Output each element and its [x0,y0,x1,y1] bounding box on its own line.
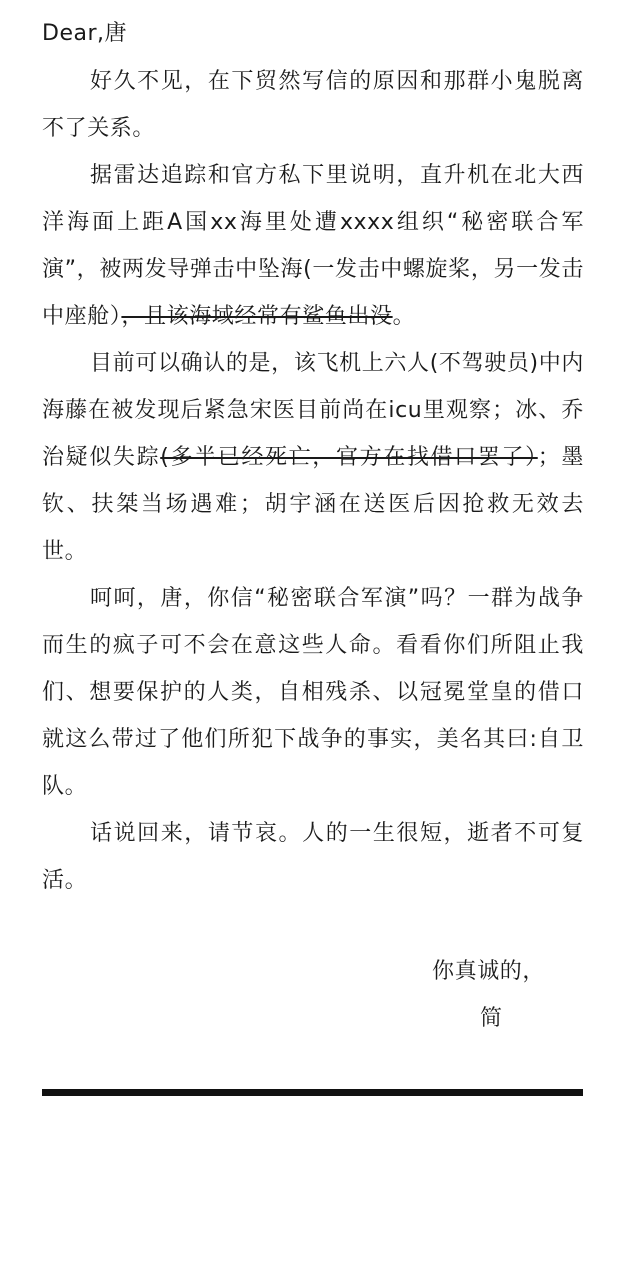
letter-paragraph-3 [42,340,584,575]
paragraph-text: 。 [392,304,416,329]
letter-paragraph-1 [42,58,584,152]
letter-paragraph-5 [42,810,584,904]
bottom-divider [42,1089,583,1096]
struck-text: ，且该海域经常有鲨鱼出没 [121,304,393,329]
letter-paragraph-2 [42,152,584,340]
letter-signature: 简 [480,1006,503,1031]
struck-text: (多半已经死亡，官方在找借口罢了） [160,445,538,470]
paragraph-text: 好久不见，在下贸然写信的原因和那群小鬼脱离不了关系。 [42,69,584,141]
paragraph-text: 据雷达追踪和官方私下里说明，直升机在北大西洋海面上距A国xx海里处遭xxxx组织“秘密联合军演”，被两发导弹击中坠海(一发击中螺旋桨，另一发击中座舱） [42,163,584,329]
paragraph-text: 话说回来，请节哀。人的一生很短，逝者不可复活。 [42,821,584,893]
letter-closing: 你真诚的， [432,959,546,984]
paragraph-text: 目前可以确认的是，该飞机上六人(不驾驶员)中内海藤在被发现后紧急宋医目前尚在icu里观察；冰、乔治疑似失踪 [42,351,584,470]
paragraph-text: 呵呵，唐，你信“秘密联合军演”吗？一群为战争而生的疯子可不会在意这些人命。看看你们所阻止我们、想要保护的人类，自相残杀、以冠冕堂皇的借口就这么带过了他们所犯下战争的事实，美名其曰:自卫队。 [42,586,584,799]
letter-salutation: Dear,唐 [42,21,127,46]
letter-body [42,58,584,904]
paragraph-text: ；墨钦、扶桀当场遇难；胡宇涵在送医后因抢救无效去世。 [42,445,584,564]
letter-paragraph-4 [42,575,584,810]
